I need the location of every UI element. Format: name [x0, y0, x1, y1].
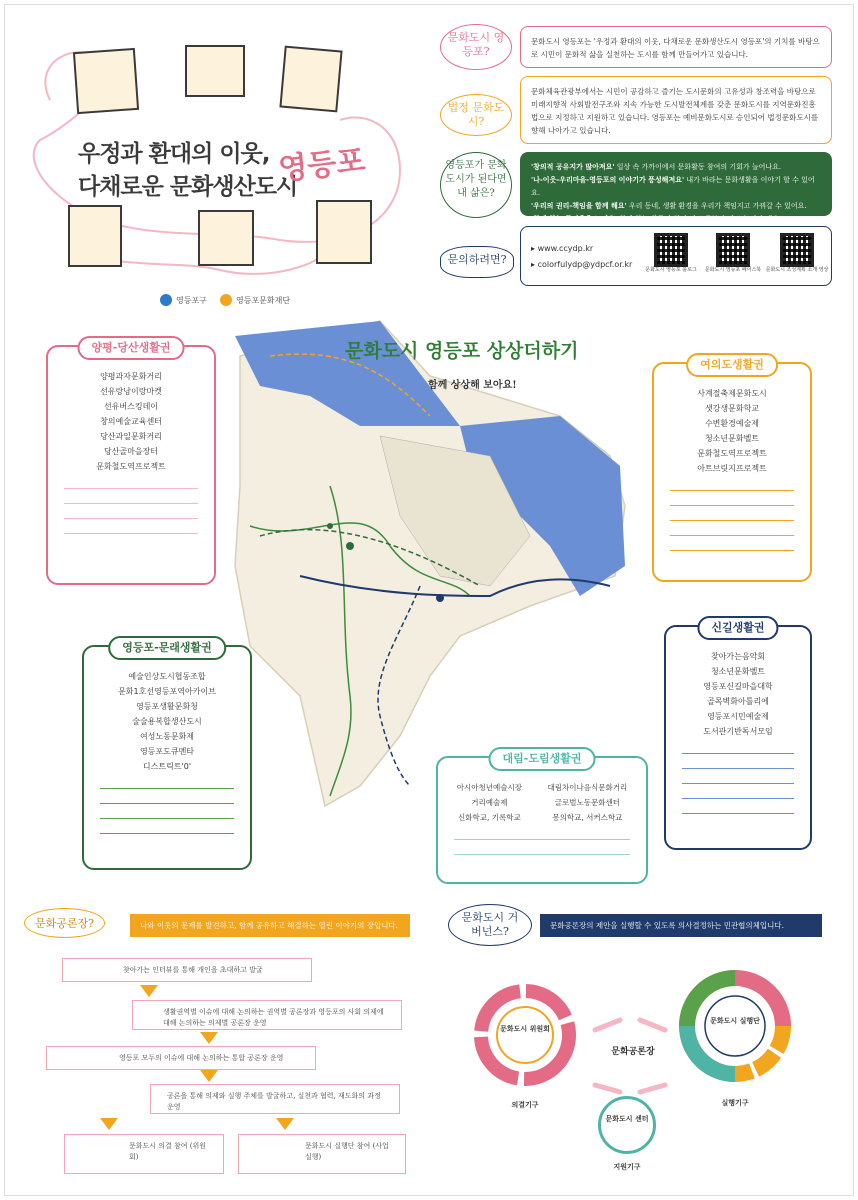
- header: [20, 20, 420, 305]
- qr-facebook[interactable]: 문화도시 영등포 페이스북: [703, 233, 763, 274]
- committee-ring-chart: [470, 980, 580, 1090]
- blank-line[interactable]: [100, 774, 234, 789]
- illustration-chef-window: [279, 46, 342, 113]
- district-item: 아트브릿지프로젝트: [697, 464, 767, 473]
- district-logo-icon: [160, 294, 172, 306]
- double-arrow-icon: [595, 1020, 665, 1092]
- email-link[interactable]: ▸ colorfulydp@ydpcf.or.kr: [531, 260, 633, 269]
- blank-line[interactable]: [454, 840, 630, 855]
- arrow-down-icon: [200, 1070, 218, 1082]
- tag-what-is-culture-city: 문화도시 영등포?: [440, 24, 512, 70]
- logo-foundation: 영등포문화재단: [220, 294, 290, 306]
- qr-blog[interactable]: 문화도시 영등포 블로그: [641, 233, 701, 274]
- blank-line[interactable]: [670, 521, 794, 536]
- decision-body-label: 의결기구: [511, 1101, 539, 1109]
- district-card-yangpyeong-dangsan: [46, 341, 216, 585]
- district-item: 영등포신길마을대학: [703, 682, 773, 691]
- district-item: 문화철도역프로젝트: [96, 462, 166, 471]
- blank-line[interactable]: [682, 754, 794, 769]
- blank-line[interactable]: [100, 819, 234, 834]
- blank-line[interactable]: [670, 476, 794, 491]
- district-item: 몽의학교, 서커스학교: [552, 813, 623, 822]
- benefit-2: '나-이웃-우리마을-영등포의 이야기가 풍성해져요' 내가 바라는 문화생활을 이야기 할 수 있어요.: [531, 176, 815, 197]
- district-item: 당산골마을장터: [103, 447, 159, 456]
- blank-line[interactable]: [670, 491, 794, 506]
- outcome-execution: 문화도시 실행단 참여 (사업 실행): [238, 1134, 406, 1174]
- execution-group-label: 문화도시 실행단: [710, 1016, 760, 1025]
- district-item: 청소년문화벨트: [704, 434, 760, 443]
- district-item: 창의예술교육센터: [100, 417, 162, 426]
- info-box-contact: [520, 226, 832, 286]
- district-title: 대림-도림생활권: [489, 747, 596, 771]
- committee-label: 문화도시 위원회: [500, 1024, 550, 1033]
- tag-contact: 문의하려면?: [440, 246, 514, 278]
- district-item: 거리예술제: [471, 798, 508, 807]
- arrow-down-icon: [200, 1032, 218, 1044]
- district-item: 청소년문화벨트: [710, 667, 766, 676]
- info-box-3: [520, 152, 832, 223]
- illustration-child-window: [68, 205, 122, 267]
- center-forum-label: 문화공론장: [611, 1047, 655, 1057]
- district-item: 영등포시민예술제: [707, 712, 769, 721]
- forum-banner: 나와 이웃의 문제를 발견하고, 함께 공유하고 해결하는 열린 이야기의 장입니다.: [130, 914, 410, 937]
- district-card-yeouido: [652, 358, 812, 582]
- district-item: 신화학교, 기록학교: [458, 813, 521, 822]
- district-item: 문화철도역프로젝트: [697, 449, 767, 458]
- district-item: 양평과자문화거리: [100, 372, 162, 381]
- tag-governance: 문화도시 거버넌스?: [448, 904, 532, 946]
- outcome-committee: 문화도시 의결 참여 (위원회): [64, 1134, 224, 1174]
- blank-line[interactable]: [682, 769, 794, 784]
- tag-legal-culture-city: 법정 문화도시?: [440, 94, 512, 136]
- forum-step-2: 생활권역별 이슈에 대해 논의하는 권역별 공론장과 영등포의 사회 의제에 대해 논의하는 의제별 공론장 운영: [132, 1000, 402, 1030]
- illustration-reader-window: [198, 210, 254, 266]
- district-card-daerim-dorim: [436, 752, 648, 884]
- district-item: 찾아가는음악회: [710, 652, 766, 661]
- district-item: 영등포생활문화청: [136, 702, 198, 711]
- tag-culture-forum: 문화공론장?: [24, 908, 105, 938]
- district-column-left: [457, 780, 522, 825]
- district-item: 아시아청년예술시장: [456, 783, 522, 792]
- flow-arrows: [580, 1010, 680, 1100]
- district-item: 선유버스킹데이: [103, 402, 159, 411]
- district-item: 샛강생문화학교: [704, 404, 760, 413]
- district-card-yeongdeungpo-mullae: [82, 641, 252, 870]
- arrow-down-icon: [276, 1118, 294, 1130]
- info-box-2: 문화체육관광부에서는 시민이 공감하고 즐기는 도시문화의 고유성과 창조력을 바탕으로 미래지향적 사회발전구조와 지속 가능한 도시발전체계를 갖춘 문화도시를 지역문화진흥법으로 지정하고 지원하고 있습니다. 영등포는 예비문화도시로 승인되어 법정문화도시를 향해 나아가고 있습니다.: [520, 76, 832, 144]
- arrow-down-icon: [140, 985, 158, 997]
- logo-district: 영등포구: [160, 294, 207, 306]
- district-item: 영등포도큐멘타: [139, 747, 195, 756]
- illustration-man-window: [185, 45, 245, 97]
- support-body-label: 지원기구: [613, 1163, 641, 1171]
- benefit-3: '우리의 권리-책임을 함께 해요' 우리 동네, 생활 환경을 우리가 책임지고 가꿔갈 수 있어요.: [531, 202, 807, 210]
- benefit-4: '함께 하는 즐거움을 느껴요' 함께 하는 활동이 일이 되고 공부가 되고 놀이가 돼요.: [531, 215, 782, 223]
- district-title: 영등포-문래생활권: [108, 636, 226, 660]
- district-item: 사계절축제문화도시: [697, 389, 767, 398]
- blank-line[interactable]: [670, 536, 794, 551]
- station-singil-icon[interactable]: [436, 594, 444, 602]
- district-column-right: [548, 780, 628, 825]
- center-circle: [598, 1096, 656, 1154]
- map-title: 문화도시 영등포 상상더하기: [345, 340, 579, 362]
- arrow-down-icon: [100, 1118, 118, 1130]
- district-item: 당산과일문화거리: [100, 432, 162, 441]
- blank-line[interactable]: [64, 504, 198, 519]
- culture-center-label: 문화도시 센터: [605, 1114, 649, 1123]
- website-link[interactable]: ▸ www.ccydp.kr: [531, 244, 594, 253]
- district-item: 골목벽화아틀리에: [707, 697, 769, 706]
- blank-line[interactable]: [682, 739, 794, 754]
- foundation-logo-icon: [220, 294, 232, 306]
- district-item: 문화1호선영등포역아카이브: [118, 687, 216, 696]
- blank-line[interactable]: [670, 506, 794, 521]
- station-dangsan-icon[interactable]: [327, 523, 333, 529]
- tag-my-life: 영등포가 문화도시가 된다면 내 삶은?: [440, 152, 512, 218]
- qr-code-icon: [654, 233, 688, 267]
- map-subtitle: 함께 상상해 보아요!: [428, 380, 517, 391]
- district-item: 예술인상도시협동조합: [128, 672, 206, 681]
- station-yeongdeungpo-icon[interactable]: [346, 542, 354, 550]
- blank-line[interactable]: [682, 784, 794, 799]
- district-item: 대림차이나음식문화거리: [547, 783, 628, 792]
- qr-code-icon: [780, 233, 814, 267]
- forum-step-3: 영등포 모두의 이슈에 대해 논의하는 통합 공론장 운영: [46, 1046, 316, 1070]
- district-item: 여성노동문화제: [139, 732, 195, 741]
- info-box-1: 문화도시 영등포는 '우정과 환대의 이웃, 다채로운 문화생산도시 영등포'의 기치를 바탕으로 시민이 문화적 삶을 실천하는 도시를 함께 만들어가고 있습니다.: [520, 26, 832, 68]
- district-item: 도서관기반독서모임: [703, 727, 773, 736]
- blank-line[interactable]: [100, 804, 234, 819]
- district-item: 술술용복합생산도시: [132, 717, 202, 726]
- blank-line[interactable]: [682, 799, 794, 814]
- district-item: 선유랑낭이랑마켓: [100, 387, 162, 396]
- title-line-1: 우정과 환대의 이웃,: [78, 141, 270, 167]
- execution-body-label: 실행기구: [721, 1099, 749, 1107]
- blank-line[interactable]: [64, 474, 198, 489]
- benefit-1: '창의적 공유지가 많아져요' 일상 속 가까이에서 문화활동 참여의 기회가 늘어나요.: [531, 163, 782, 171]
- blank-line[interactable]: [454, 825, 630, 840]
- blank-line[interactable]: [64, 489, 198, 504]
- district-title: 신길생활권: [697, 616, 778, 640]
- qr-code-icon: [716, 233, 750, 267]
- district-map[interactable]: [230, 316, 640, 816]
- forum-step-4: 공론을 통해 의제와 실행 주체를 발굴하고, 실천과 협력, 재도화의 과정 운영: [150, 1084, 400, 1114]
- illustration-woman-window: [73, 48, 139, 114]
- title-yeongdeungpo: 영등포: [276, 143, 367, 188]
- district-title: 여의도생활권: [686, 353, 778, 377]
- execution-ring-chart: [675, 966, 795, 1086]
- district-item: 수변환경예술제: [704, 419, 760, 428]
- forum-step-1: 찾아가는 인터뷰를 통해 개인을 초대하고 발굴: [62, 958, 312, 982]
- district-title: 양평-당산생활권: [78, 336, 185, 360]
- blank-line[interactable]: [64, 519, 198, 534]
- governance-banner: 문화공론장의 제안을 실행할 수 있도록 의사결정하는 민관협의체입니다.: [540, 914, 822, 937]
- district-item: 디스트릭트'0': [142, 762, 192, 771]
- district-item: 글로벌노동문화센터: [554, 798, 620, 807]
- district-card-singil: [664, 621, 812, 850]
- title-line-2: 다채로운 문화생산도시: [78, 174, 298, 200]
- blank-line[interactable]: [100, 789, 234, 804]
- qr-video[interactable]: 문화도시 조성계획 소개 영상: [765, 233, 829, 274]
- illustration-cook-window: [316, 200, 372, 264]
